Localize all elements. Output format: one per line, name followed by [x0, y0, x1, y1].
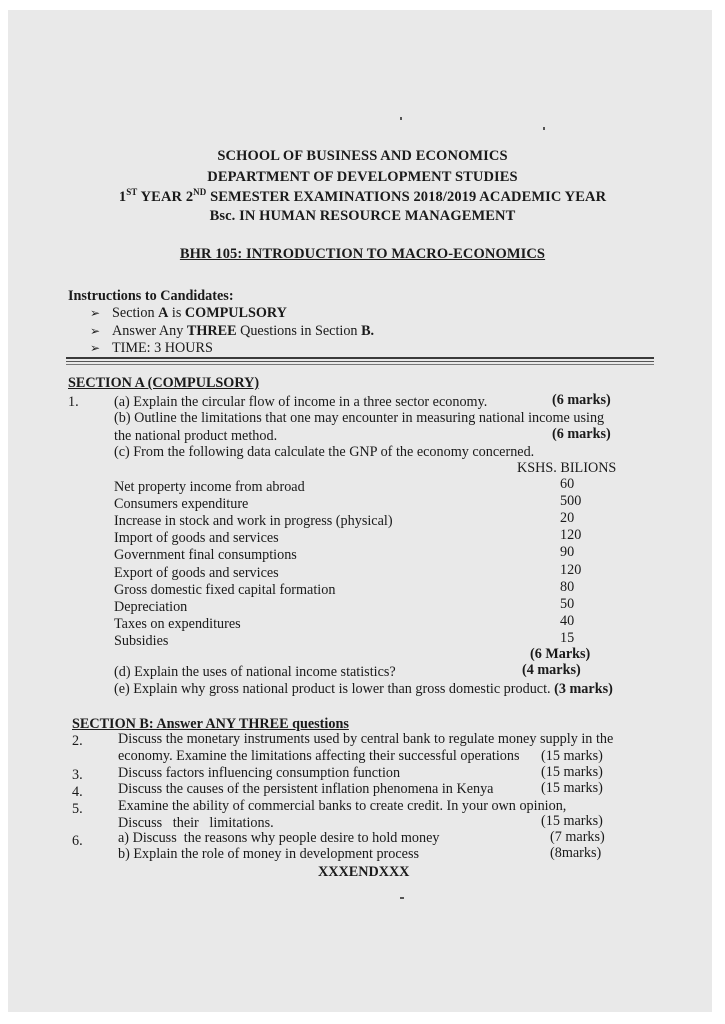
marks-label: (15 marks) [541, 748, 603, 764]
table-row-value: 90 [560, 544, 575, 560]
table-row-label: Increase in stock and work in progress (physical) [114, 513, 393, 529]
table-row-value: 120 [560, 527, 582, 543]
table-row-value: 50 [560, 596, 575, 612]
table-row-value: 120 [560, 562, 582, 578]
question-number: 1. [68, 394, 79, 410]
question-1e: (e) Explain why gross national product is lower than gross domestic product. (3 marks) [114, 681, 613, 697]
table-row-label: Consumers expenditure [114, 496, 249, 512]
programme-name: Bsc. IN HUMAN RESOURCE MANAGEMENT [209, 208, 516, 224]
table-row-value: 500 [560, 493, 582, 509]
question-1b-line2: the national product method. [114, 428, 278, 444]
arrow-bullet-icon: ➢ [90, 306, 101, 320]
question-number: 4. [72, 784, 83, 800]
question-5-line1: Examine the ability of commercial banks to create credit. In your own opinion, [118, 798, 567, 814]
scan-speck [543, 127, 545, 130]
section-b-title: SECTION B: Answer ANY THREE questions [72, 716, 349, 732]
table-row-value: 20 [560, 510, 575, 526]
arrow-bullet-icon: ➢ [90, 341, 101, 355]
marks-label: (6 Marks) [530, 646, 591, 662]
marks-label: (6 marks) [552, 392, 611, 408]
question-4: Discuss the causes of the persistent inflation phenomena in Kenya [118, 781, 494, 797]
question-6b: b) Explain the role of money in development process [118, 846, 420, 862]
table-row-label: Depreciation [114, 599, 188, 615]
marks-label: (15 marks) [541, 764, 603, 780]
table-row-value: 80 [560, 579, 575, 595]
table-row-label: Government final consumptions [114, 547, 297, 563]
marks-label: (4 marks) [522, 662, 581, 678]
question-3: Discuss factors influencing consumption function [118, 765, 401, 781]
table-row-label: Subsidies [114, 633, 169, 649]
marks-label: (3 marks) [554, 681, 613, 697]
table-unit-header: KSHS. BILIONS [517, 460, 617, 476]
table-row-value: 60 [560, 476, 575, 492]
question-number: 6. [72, 833, 83, 849]
question-2-line2: economy. Examine the limitations affecting their successful operations [118, 748, 520, 764]
question-1a: (a) Explain the circular flow of income in a three sector economy. [114, 394, 488, 410]
instruction-item: ➢ TIME: 3 HOURS [90, 340, 213, 356]
end-marker: XXXENDXXX [318, 864, 410, 880]
table-row-label: Taxes on expenditures [114, 616, 241, 632]
marks-label: (7 marks) [550, 829, 605, 845]
arrow-bullet-icon: ➢ [90, 324, 101, 338]
question-1b-line1: (b) Outline the limitations that one may encountеr in measuring national income using [114, 410, 605, 426]
question-1d: (d) Explain the uses of national income statistics? [114, 664, 396, 680]
marks-label: (15 marks) [541, 780, 603, 796]
table-row-value: 15 [560, 630, 575, 646]
scan-speck [400, 897, 404, 899]
school-name: SCHOOL OF BUSINESS AND ECONOMICS [217, 148, 508, 164]
table-row-label: Export of goods and services [114, 565, 279, 581]
marks-label: (8marks) [550, 845, 602, 861]
exam-title: 1ST YEAR 2ND SEMESTER EXAMINATIONS 2018/2019 ACADEMIC YEAR [118, 187, 607, 205]
scan-speck [400, 117, 402, 120]
instruction-item: ➢ Section A is COMPULSORY [90, 305, 287, 321]
instruction-item: ➢ Answer Any THREE Questions in Section B. [90, 323, 375, 339]
table-row-value: 40 [560, 613, 575, 629]
course-title: BHR 105: INTRODUCTION TO MACRO-ECONOMICS [179, 246, 546, 262]
question-5-line2: Discuss their limitations. [118, 815, 274, 831]
question-1c: (c) From the following data calculate the GNP of the economy concerned. [114, 444, 535, 460]
department-name: DEPARTMENT OF DEVELOPMENT STUDIES [207, 169, 518, 185]
divider-line [66, 364, 654, 365]
marks-label: (15 marks) [541, 813, 603, 829]
question-number: 2. [72, 733, 83, 749]
table-row-label: Gross domestic fixed capital formation [114, 582, 336, 598]
divider-line [66, 357, 654, 359]
question-2-line1: Discuss the monetary instruments used by central bank to regulate money supply in the [118, 731, 614, 747]
question-6a: a) Discuss the reasons why people desire to hold money [118, 830, 440, 846]
instructions-title: Instructions to Candidates: [68, 288, 234, 304]
section-a-title: SECTION A (COMPULSORY) [68, 375, 260, 391]
question-number: 3. [72, 767, 83, 783]
table-row-label: Import of goods and services [114, 530, 279, 546]
question-number: 5. [72, 801, 83, 817]
divider-line [66, 361, 654, 362]
marks-label: (6 marks) [552, 426, 611, 442]
table-row-label: Net property income from abroad [114, 479, 305, 495]
